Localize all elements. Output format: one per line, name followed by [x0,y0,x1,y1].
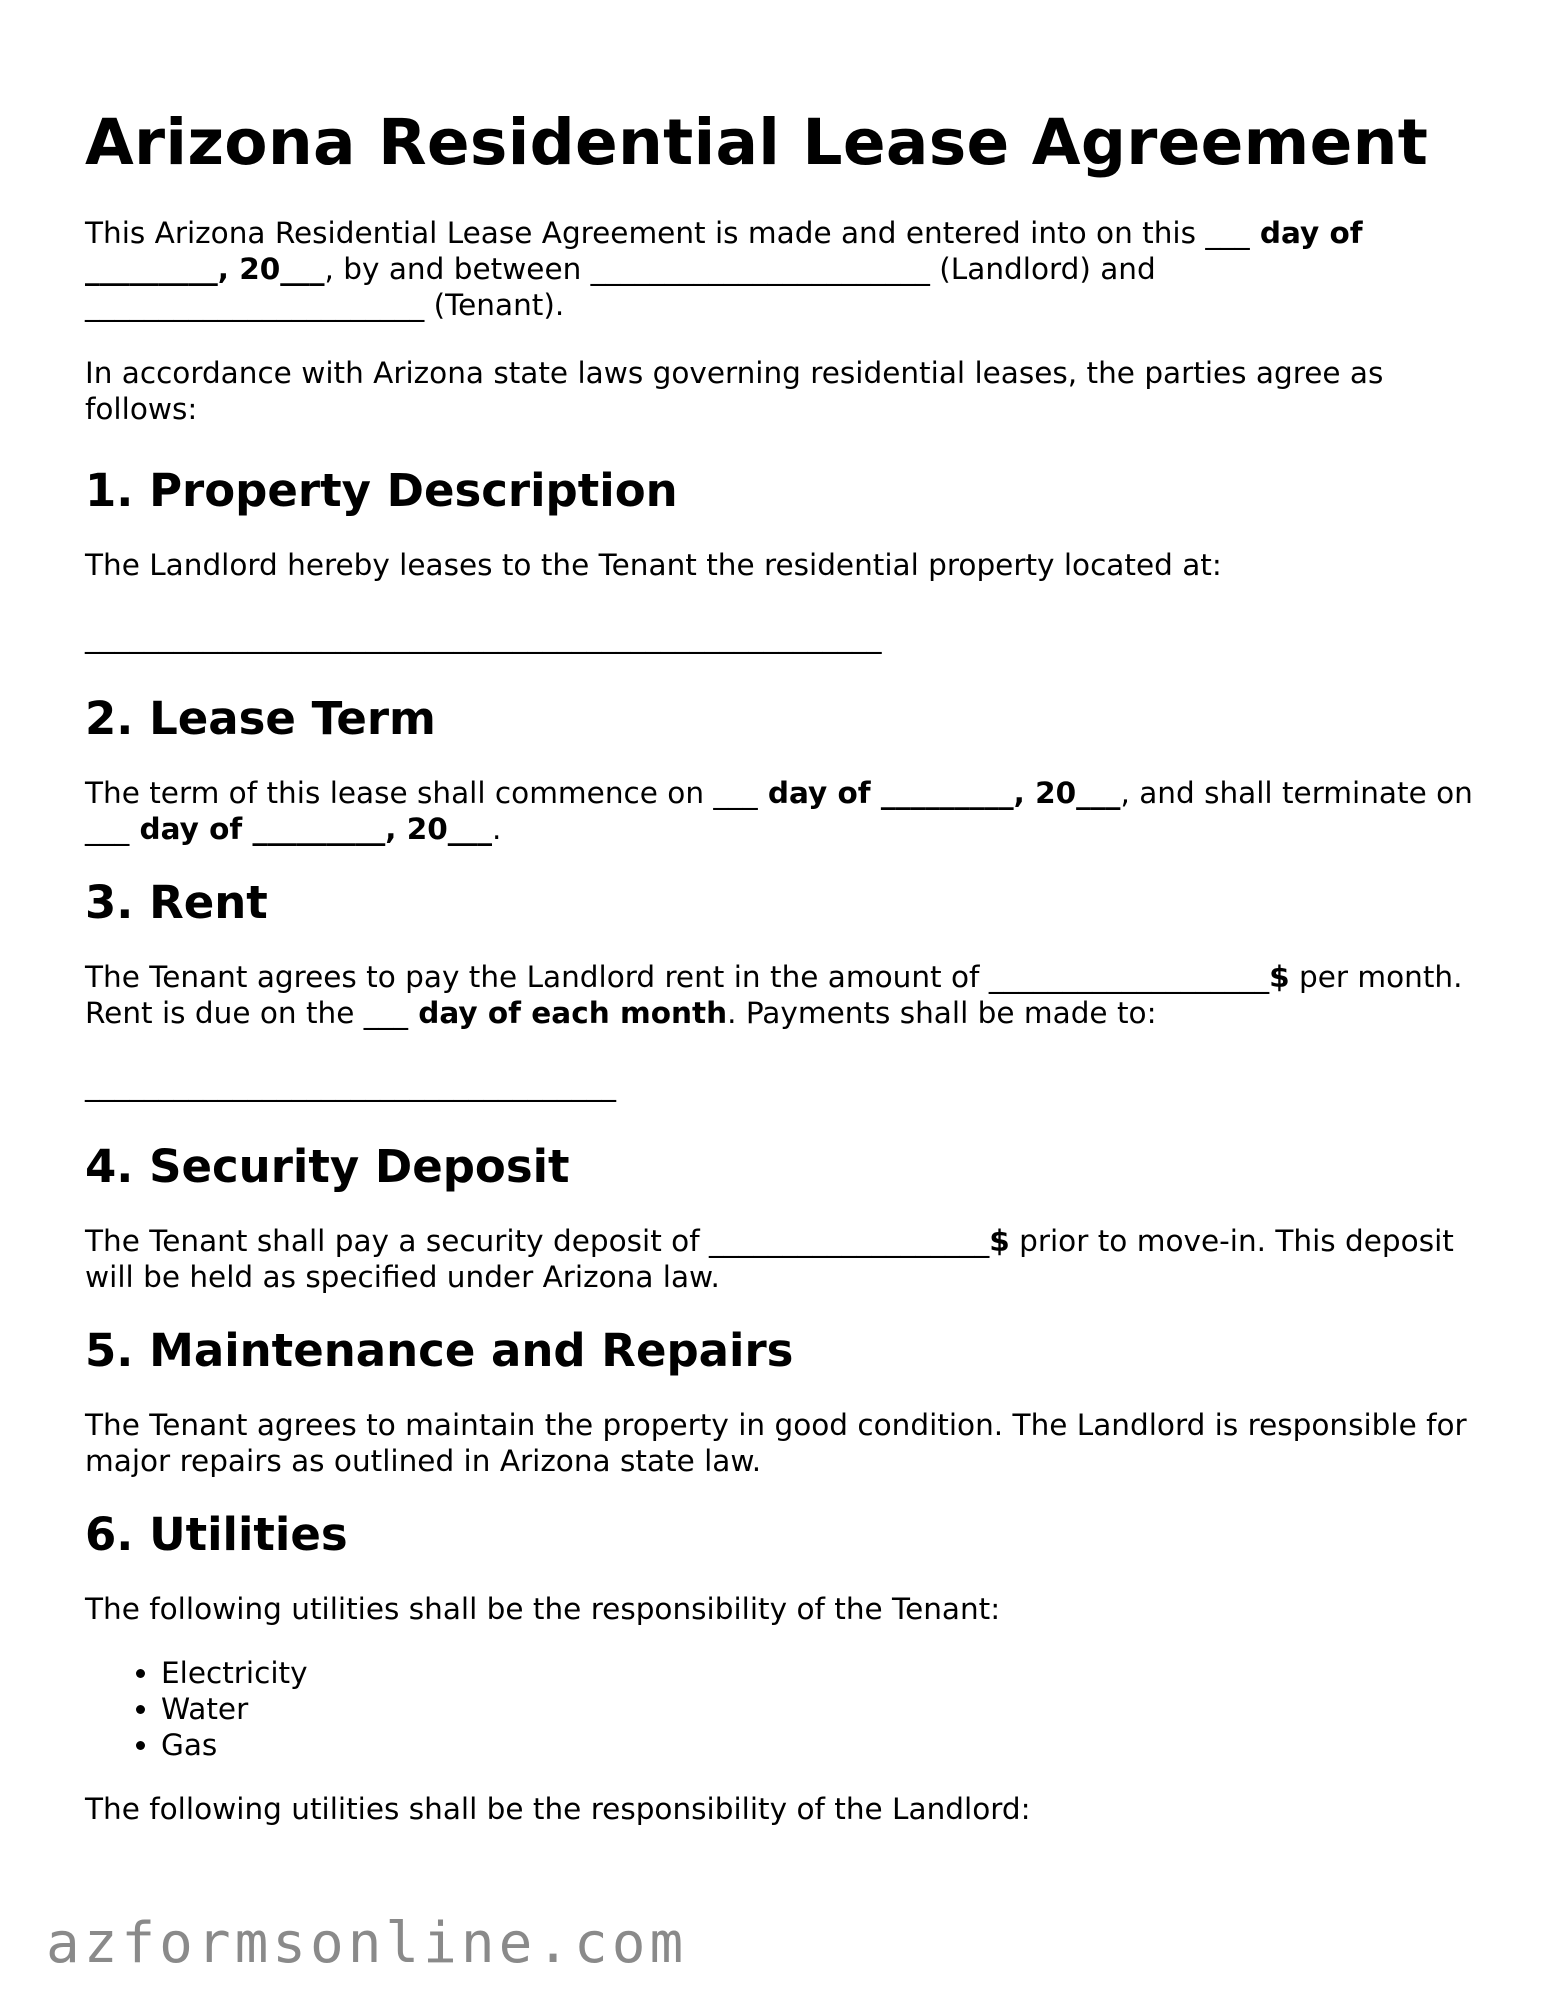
property-text: The Landlord hereby leases to the Tenant the residential property located at: [85,548,1222,582]
term-paragraph [85,775,1485,847]
intro-text-1: This Arizona Residential Lease Agreement is made and entered into on this [85,216,1206,250]
intro-paragraph-2: In accordance with Arizona state laws governing residential leases, the parties agree as follows: [85,356,1384,426]
section-heading-term: 2. Lease Term [85,692,436,745]
term-text-2: , and shall terminate on [1120,776,1473,810]
deposit-text-1: The Tenant shall pay a security deposit of [85,1224,709,1258]
deposit-currency: $ [989,1224,1010,1258]
term-end-month-year-blank: _________, 20___ [252,812,493,846]
term-end-day-of: day of [129,812,253,846]
rent-text-1: The Tenant agrees to pay the Landlord rent in the amount of [85,960,989,994]
term-text-3: . [492,812,502,846]
term-start-day-of: day of [757,776,881,810]
rent-amount-blank: ___________________ [988,960,1270,994]
intro-text-4: (Tenant). [424,288,565,322]
utilities-landlord-text: The following utilities shall be the responsibility of the Landlord: [85,1792,1031,1826]
property-address-line: ______________________________________________________ [85,620,882,654]
rent-currency: $ [1269,960,1290,994]
term-text-1: The term of this lease shall commence on [85,776,714,810]
utilities-tenant-text: The following utilities shall be the responsibility of the Tenant: [85,1592,1001,1626]
list-item: • Electricity [161,1655,1485,1691]
tenant-name-blank: _______________________ [85,288,425,322]
intro-day-of: day of [1249,216,1363,250]
term-end-day-blank: ___ [85,812,130,846]
intro-text-2: , by and between [324,252,591,286]
document-title: Arizona Residential Lease Agreement [85,106,1429,179]
deposit-text-2: prior to move-in. This deposit will be held as specified under Arizona law. [85,1224,1454,1294]
maintenance-text: The Tenant agrees to maintain the property in good condition. The Landlord is responsible for major repairs as outlined in Arizona state law. [85,1408,1467,1478]
section-heading-maintenance: 5. Maintenance and Repairs [85,1324,794,1377]
term-start-day-blank: ___ [713,776,758,810]
intro-month-year-blank: _________, 20___ [85,252,325,286]
intro-day-blank: ___ [1205,216,1250,250]
intro-paragraph [85,215,1485,323]
rent-due-day-blank: ___ [363,996,409,1030]
section-heading-utilities: 6. Utilities [85,1508,348,1561]
rent-text-2: per month. Rent is due on the [85,960,1463,1030]
utilities-tenant-list [85,1655,1485,1763]
section-heading-property: 1. Property Description [85,464,678,517]
rent-day-of-each-month: day of each month [408,996,728,1030]
rent-paragraph [85,959,1485,1031]
section-heading-rent: 3. Rent [85,876,268,929]
intro-text-3: (Landlord) and [929,252,1156,286]
term-start-month-year-blank: _________, 20___ [880,776,1121,810]
lease-document [85,105,1485,1827]
list-item: • Water [161,1691,1485,1727]
deposit-amount-blank: ___________________ [708,1224,990,1258]
section-heading-deposit: 4. Security Deposit [85,1140,570,1193]
list-item: • Gas [161,1727,1485,1763]
watermark: azformsonline.com [46,1911,688,1976]
rent-payee-line: ____________________________________ [85,1068,616,1102]
deposit-paragraph [85,1223,1485,1295]
rent-text-3: . Payments shall be made to: [727,996,1157,1030]
landlord-name-blank: _______________________ [590,252,930,286]
